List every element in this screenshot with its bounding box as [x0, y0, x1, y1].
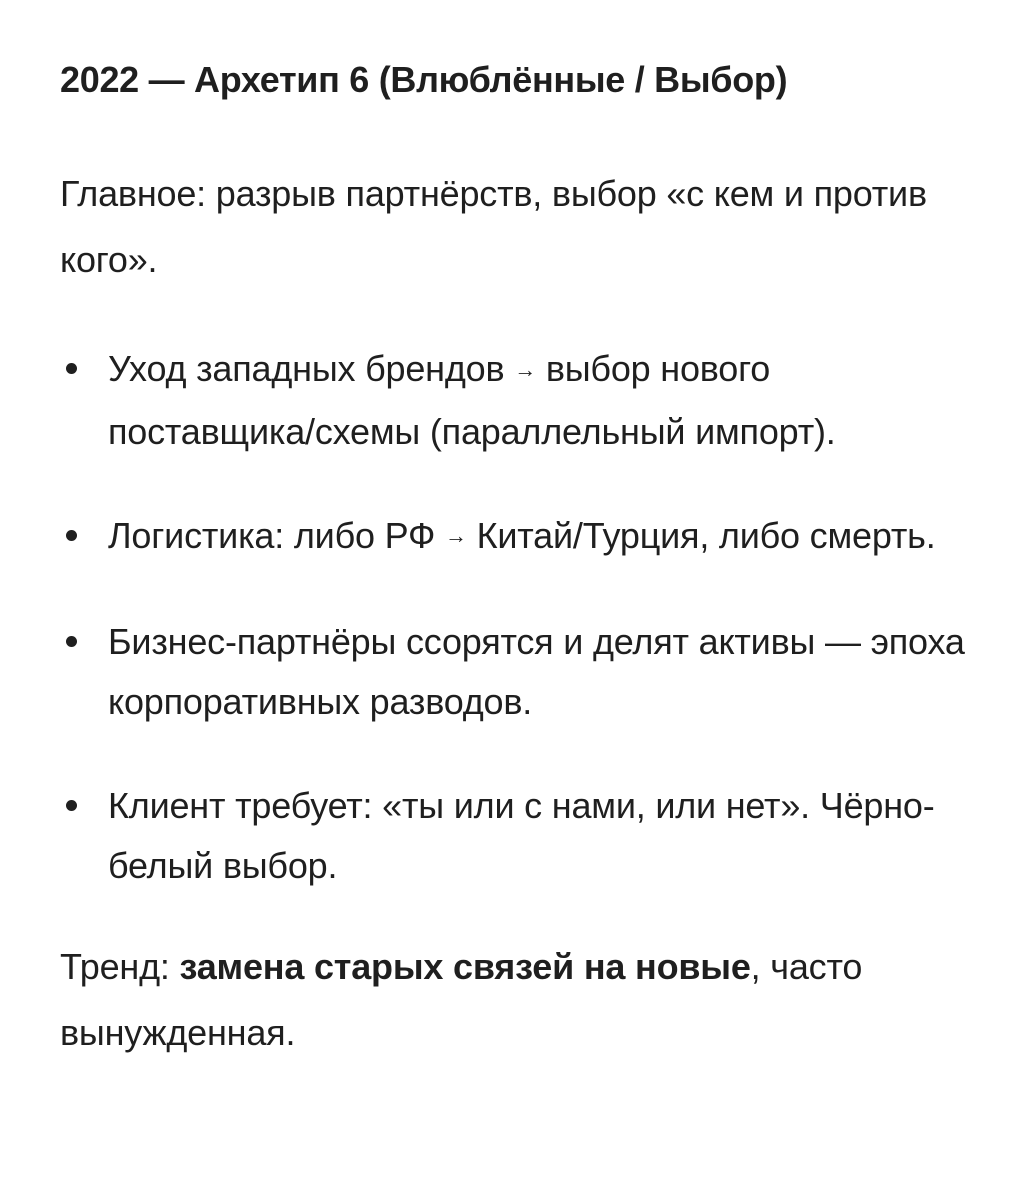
- list-item-text: Логистика: либо РФ: [108, 514, 445, 556]
- intro-paragraph: Главное: разрыв партнёрств, выбор «с кем и против кого».: [60, 173, 927, 281]
- trend-paragraph: [60, 934, 969, 1066]
- trend-emphasis: замена старых связей на новые: [179, 946, 751, 988]
- section-heading: 2022 — Архетип 6 (Влюблённые / Выбор): [60, 59, 788, 100]
- bullet-icon: [66, 363, 77, 374]
- list-item-text: Бизнес-партнёры ссорятся и делят активы — эпоха корпоративных разводов.: [108, 621, 965, 723]
- list-item-text: Китай/Турция, либо смерть.: [466, 514, 936, 556]
- list-item: [60, 612, 969, 732]
- right-arrow-icon: →: [445, 523, 467, 549]
- bullet-icon: [66, 530, 77, 541]
- trend-rest: , часто вынужденная.: [60, 946, 863, 1054]
- trend-label: Тренд:: [60, 946, 180, 988]
- bullet-list: [60, 339, 969, 896]
- list-item-text: Клиент требует: «ты или с нами, или нет». Чёрно-белый выбор.: [108, 785, 935, 887]
- right-arrow-icon: →: [514, 356, 537, 382]
- list-item-text: выбор нового поставщика/схемы (параллельный импорт).: [108, 348, 836, 452]
- list-item-text: Уход западных брендов: [108, 348, 515, 390]
- list-item: [60, 776, 969, 896]
- list-item: [60, 339, 969, 461]
- list-item: [60, 506, 969, 568]
- bullet-icon: [66, 636, 77, 647]
- bullet-icon: [66, 800, 77, 811]
